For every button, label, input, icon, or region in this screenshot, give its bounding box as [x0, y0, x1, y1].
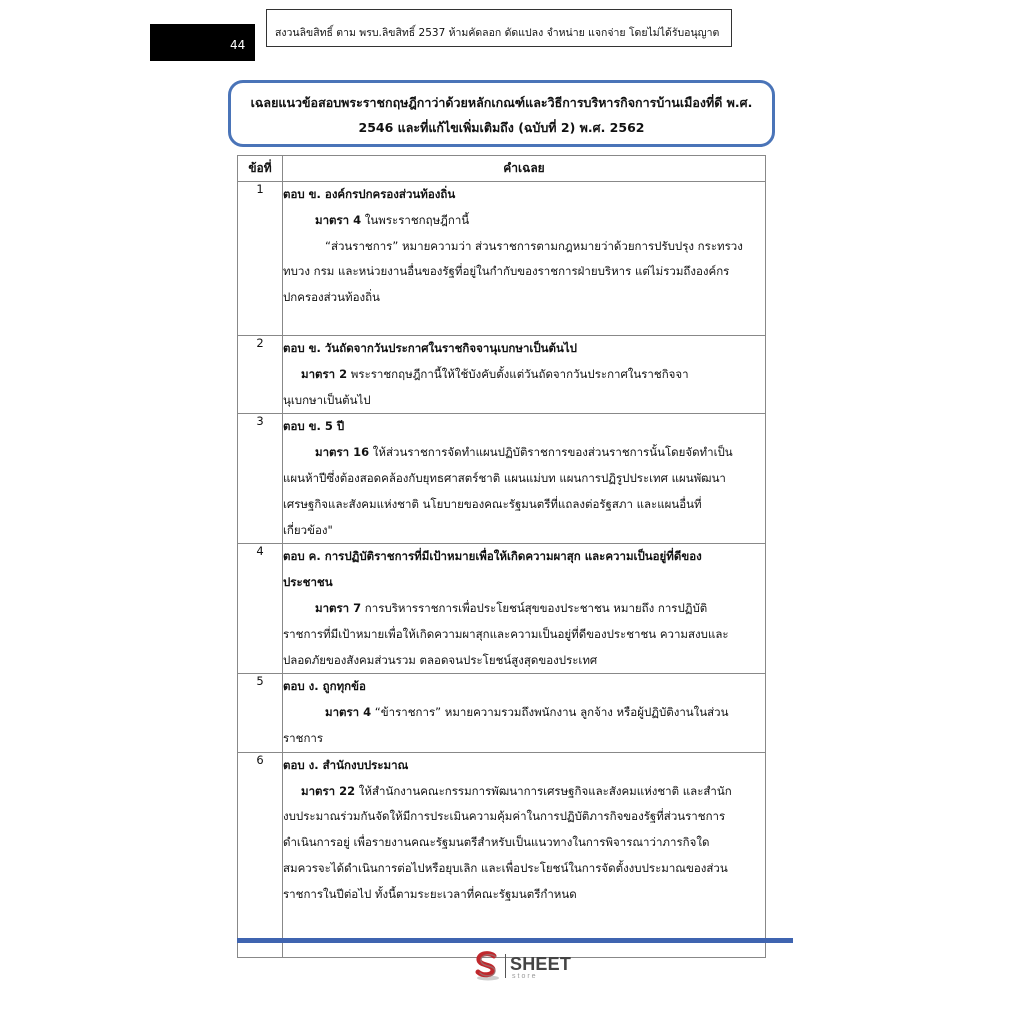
- question-number: 6: [238, 752, 283, 957]
- copyright-notice: สงวนลิขสิทธิ์ ตาม พรบ.ลิขสิทธิ์ 2537 ห้ามคัดลอก ดัดแปลง จำหน่าย แจกจ่าย โดยไม่ได้รับอนุญาต: [275, 27, 720, 39]
- law-section: มาตรา 2: [301, 366, 348, 381]
- page-number: 44: [230, 38, 246, 52]
- brand-name: SHEET: [510, 954, 572, 974]
- law-section: มาตรา 16: [315, 445, 370, 460]
- table-row: [238, 414, 766, 544]
- explanation-line: ดำเนินการอยู่ เพื่อรายงานคณะรัฐมนตรีสำหรับเป็นแนวทางในการพิจารณาว่าภารกิจใด: [283, 835, 710, 850]
- answer-cell: [283, 544, 766, 674]
- explanation-line: มาตรา 22 ให้สำนักงานคณะกรรมการพัฒนาการเศรษฐกิจและสังคมแห่งชาติ และสำนัก: [301, 783, 732, 798]
- explanation-line: ราชการ: [283, 730, 324, 745]
- explanation-line: มาตรา 4 “ข้าราชการ” หมายความรวมถึงพนักงาน ลูกจ้าง หรือผู้ปฏิบัติงานในส่วน: [325, 705, 729, 720]
- answer-table-header: [238, 156, 766, 182]
- answer-cell: [283, 414, 766, 544]
- question-number: 4: [238, 544, 283, 674]
- footer-bar: [237, 938, 793, 943]
- question-number: 1: [238, 182, 283, 336]
- explanation-line: สมควรจะได้ดำเนินการต่อไปหรือยุบเลิก และเพื่อประโยชน์ในการจัดตั้งงบประมาณของส่วน: [283, 860, 728, 875]
- explanation-line: ปลอดภัยของสังคมส่วนรวม ตลอดจนประโยชน์สูงสุดของประเทศ: [283, 652, 598, 667]
- law-section: มาตรา 4: [325, 705, 372, 720]
- table-row: [238, 674, 766, 752]
- law-section: มาตรา 7: [315, 600, 362, 615]
- document-title-line-2: 2546 และที่แก้ไขเพิ่มเติมถึง (ฉบับที่ 2) พ.ศ. 2562: [358, 120, 645, 135]
- explanation-line: มาตรา 2 พระราชกฤษฎีกานี้ให้ใช้บังคับตั้งแต่วันถัดจากวันประกาศในราชกิจจา: [301, 366, 689, 381]
- answer-cell: [283, 336, 766, 414]
- law-section: มาตรา 4: [315, 212, 362, 227]
- question-number: 3: [238, 414, 283, 544]
- page-number-badge: [150, 24, 255, 61]
- explanation-line: ปกครองส่วนท้องถิ่น: [283, 290, 380, 305]
- column-header-number: ข้อที่: [238, 156, 283, 182]
- column-header-answer: คำเฉลย: [283, 156, 766, 182]
- table-row: [238, 336, 766, 414]
- document-title-box: [228, 80, 775, 147]
- explanation-line: แผนห้าปีซึ่งต้องสอดคล้องกับยุทธศาสตร์ชาติ แผนแม่บท แผนการปฏิรูปประเทศ แผนพัฒนา: [283, 470, 726, 485]
- explanation-line: นุเบกษาเป็นต้นไป: [283, 392, 371, 407]
- answer-cell: [283, 674, 766, 752]
- copyright-notice-box: [266, 9, 732, 47]
- answer-cell: [283, 752, 766, 957]
- answer-choice: ตอบ ง. ถูกทุกข้อ: [283, 679, 366, 694]
- explanation-line: มาตรา 4 ในพระราชกฤษฎีกานี้: [315, 212, 470, 227]
- answer-choice: ตอบ ข. 5 ปี: [283, 419, 345, 434]
- answer-choice: ตอบ ข. วันถัดจากวันประกาศในราชกิจจานุเบกษาเป็นต้นไป: [283, 341, 577, 355]
- table-row: [238, 752, 766, 957]
- table-row: [238, 544, 766, 674]
- explanation-line: งบประมาณร่วมกันจัดให้มีการประเมินความคุ้มค่าในการปฏิบัติภารกิจของรัฐที่ส่วนราชการ: [283, 809, 726, 824]
- answer-cell: [283, 182, 766, 336]
- explanation-line: เศรษฐกิจและสังคมแห่งชาติ นโยบายของคณะรัฐมนตรีที่แถลงต่อรัฐสภา และแผนอื่นที่: [283, 496, 702, 511]
- brand-subtitle: store: [512, 973, 538, 980]
- logo-divider: [505, 954, 506, 978]
- table-row: [238, 182, 766, 336]
- answer-table: [237, 155, 766, 958]
- explanation-line: มาตรา 16 ให้ส่วนราชการจัดทำแผนปฏิบัติราชการของส่วนราชการนั้นโดยจัดทำเป็น: [315, 445, 733, 460]
- sheet-store-s-icon: [472, 951, 504, 981]
- explanation-line: ทบวง กรม และหน่วยงานอื่นของรัฐที่อยู่ในกำกับของราชการฝ่ายบริหาร แต่ไม่รวมถึงองค์กร: [283, 264, 730, 279]
- answer-choice: ตอบ ง. สำนักงบประมาณ: [283, 757, 409, 772]
- explanation-line: ราชการที่มีเป้าหมายเพื่อให้เกิดความผาสุกและความเป็นอยู่ที่ดีของประชาชน ความสงบและ: [283, 626, 729, 641]
- sheet-store-logo: [472, 951, 572, 981]
- explanation-line: ราชการในปีต่อไป ทั้งนี้ตามระยะเวลาที่คณะรัฐมนตรีกำหนด: [283, 886, 577, 901]
- explanation-line: เกี่ยวข้อง": [283, 522, 333, 537]
- answer-choice-continued: ประชาชน: [283, 575, 333, 590]
- law-section: มาตรา 22: [301, 783, 356, 798]
- document-title-line-1: เฉลยแนวข้อสอบพระราชกฤษฎีกาว่าด้วยหลักเกณฑ์และวิธีการบริหารกิจการบ้านเมืองที่ดี พ.ศ.: [250, 95, 753, 110]
- question-number: 2: [238, 336, 283, 414]
- explanation-line: “ส่วนราชการ” หมายความว่า ส่วนราชการตามกฎหมายว่าด้วยการปรับปรุง กระทรวง: [325, 238, 743, 253]
- question-number: 5: [238, 674, 283, 752]
- answer-choice: ตอบ ข. องค์กรปกครองส่วนท้องถิ่น: [283, 187, 456, 201]
- explanation-line: มาตรา 7 การบริหารราชการเพื่อประโยชน์สุขของประชาชน หมายถึง การปฏิบัติ: [315, 600, 708, 615]
- answer-choice: ตอบ ค. การปฏิบัติราชการที่มีเป้าหมายเพื่อให้เกิดความผาสุก และความเป็นอยู่ที่ดีของ: [283, 549, 702, 564]
